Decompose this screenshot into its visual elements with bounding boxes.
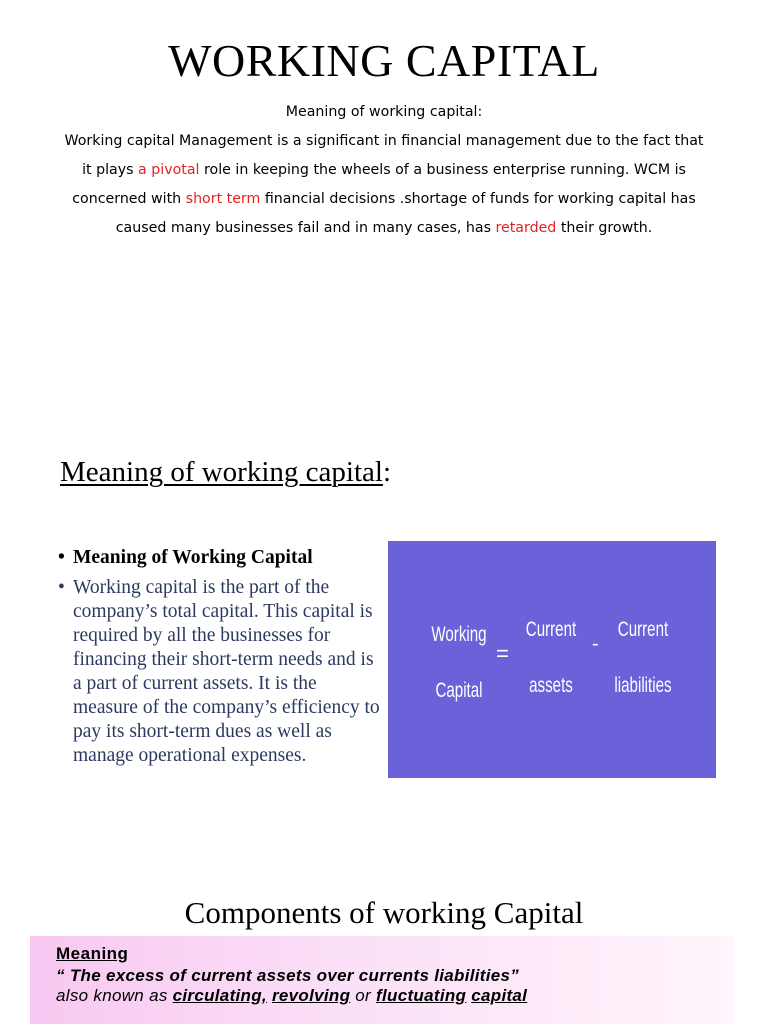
- bullet-heading: • Meaning of Working Capital: [56, 546, 386, 570]
- components-heading: Components of working Capital: [184, 895, 584, 930]
- term-fluctuating: fluctuating: [376, 986, 467, 1005]
- intro-subtitle: Meaning of working capital:: [285, 104, 483, 120]
- formula-term-current-assets: Current assets: [525, 618, 577, 697]
- term-circulating: circulating,: [172, 986, 267, 1005]
- bullet-body: • Working capital is the part of the company’s total capital. This capital is required by all the businesses for financing their short-term needs and is a part of current assets. It is the measure of the company’s efficiency to pay its short-term dues as well as manage operational expenses.: [56, 576, 386, 768]
- formula-minus: -: [592, 633, 599, 655]
- intro-text-1: Working capital Management is a significant in financial management due to the fact that it plays: [64, 133, 704, 178]
- formula-term-working-capital: Working Capital: [431, 623, 487, 702]
- section-heading: [60, 456, 391, 489]
- intro-text-4: their growth.: [556, 220, 653, 236]
- formula-image: [388, 541, 716, 778]
- page-title: WORKING CAPITAL: [168, 35, 600, 86]
- meaning-box: [30, 936, 734, 1024]
- meaning-quote: “ The excess of current assets over currents liabilities”: [56, 966, 520, 985]
- term-revolving: revolving: [271, 986, 351, 1005]
- highlight-retarded: retarded: [495, 220, 557, 236]
- intro-text-3: financial decisions .shortage of funds for working capital has caused many businesses fail and in many cases, has: [115, 191, 696, 236]
- highlight-pivotal: a pivotal: [138, 162, 200, 178]
- meaning-title: Meaning: [56, 944, 129, 963]
- intro-text-2: role in keeping the wheels of a business enterprise running. WCM is concerned with: [72, 162, 686, 207]
- section-heading-colon: :: [382, 456, 391, 488]
- intro-paragraph: [60, 98, 708, 243]
- section-heading-text: Meaning of working capital: [60, 456, 383, 488]
- formula-equals: =: [496, 641, 509, 666]
- intro-body: [60, 127, 708, 243]
- meaning-aka: also known as circulating, revolving or fluctuating capital: [56, 986, 528, 1005]
- highlight-short-term: short term: [185, 191, 261, 207]
- formula-term-current-liabilities: Current liabilities: [614, 618, 672, 697]
- bullet-list: [56, 546, 386, 768]
- term-capital: capital: [471, 986, 528, 1005]
